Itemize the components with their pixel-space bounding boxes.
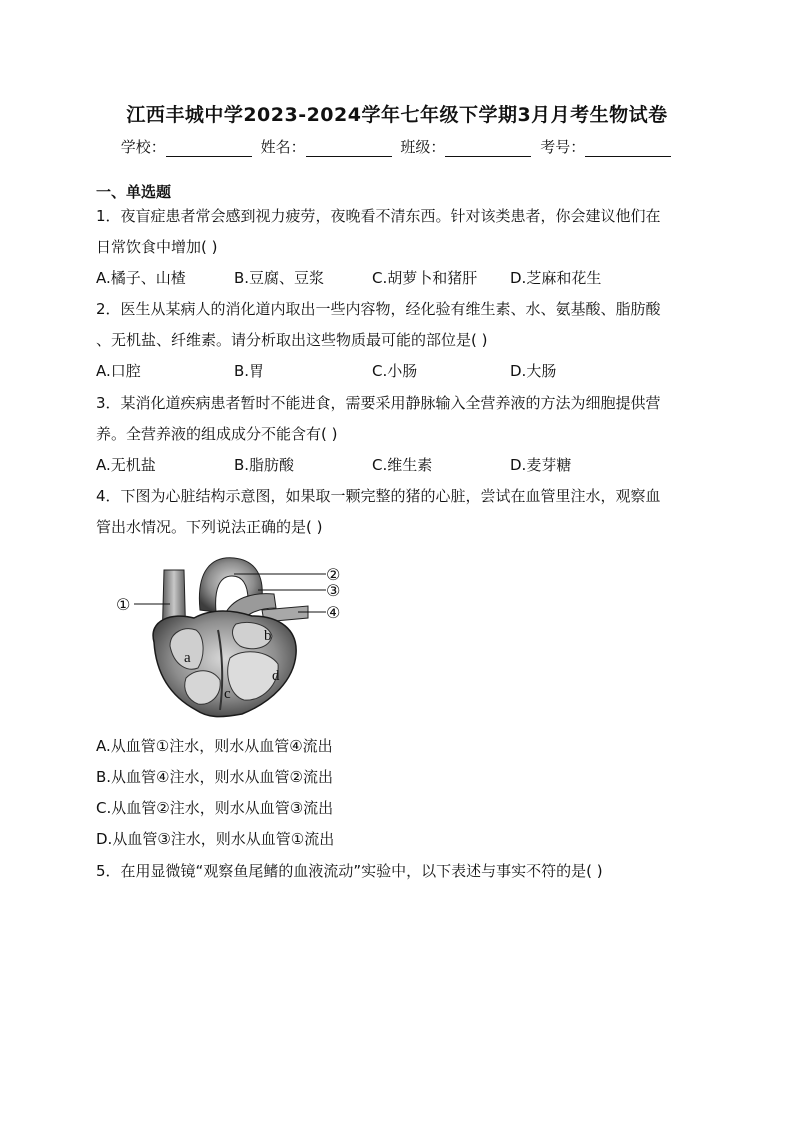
q1-option-d[interactable]: D.芝麻和花生 — [510, 269, 602, 287]
class-blank[interactable] — [445, 142, 531, 157]
school-label: 学校： — [120, 138, 166, 156]
question-5-line-1: 5．在用显微镜“观察鱼尾鳍的血液流动”实验中，以下表述与事实不符的是( ) — [96, 862, 603, 880]
page-title: 江西丰城中学2023-2024学年七年级下学期3月月考生物试卷 — [126, 104, 668, 126]
q3-option-d[interactable]: D.麦芽糖 — [510, 456, 572, 474]
q2-option-c[interactable]: C.小肠 — [372, 362, 418, 380]
q4-option-b[interactable]: B.从血管④注水，则水从血管②流出 — [96, 768, 333, 786]
section-heading: 一、单选题 — [96, 183, 172, 201]
label-d: d — [272, 668, 280, 684]
question-3-line-1: 3．某消化道疾病患者暂时不能进食，需要采用静脉输入全营养液的方法为细胞提供营 — [96, 394, 661, 412]
question-4-line-2: 管出水情况。下列说法正确的是( ) — [96, 518, 323, 536]
name-field — [261, 136, 394, 157]
heart-diagram-svg — [112, 550, 362, 720]
exam-number-label: 考号： — [540, 138, 586, 156]
student-info-line — [0, 136, 794, 157]
exam-number-field — [540, 136, 673, 157]
question-1-line-1: 1．夜盲症患者常会感到视力疲劳，夜晚看不清东西。针对该类患者，你会建议他们在 — [96, 207, 661, 225]
school-field — [121, 136, 254, 157]
q2-option-a[interactable]: A.口腔 — [96, 362, 141, 380]
name-label: 姓名： — [260, 138, 306, 156]
question-2-line-1: 2．医生从某病人的消化道内取出一些内容物，经化验有维生素、水、氨基酸、脂肪酸 — [96, 300, 661, 318]
q4-option-a[interactable]: A.从血管①注水，则水从血管④流出 — [96, 737, 333, 755]
class-field — [400, 136, 533, 157]
q1-option-c[interactable]: C.胡萝卜和猪肝 — [372, 269, 478, 287]
question-3-line-2: 养。全营养液的组成成分不能含有( ) — [96, 425, 338, 443]
question-1-line-2: 日常饮食中增加( ) — [96, 238, 218, 256]
q3-option-c[interactable]: C.维生素 — [372, 456, 433, 474]
heart-diagram — [112, 550, 362, 720]
q4-option-c[interactable]: C.从血管②注水，则水从血管③流出 — [96, 799, 334, 817]
class-label: 班级： — [400, 138, 446, 156]
q1-option-b[interactable]: B.豆腐、豆浆 — [234, 269, 325, 287]
callout-3: ③ — [326, 581, 341, 600]
callout-1: ① — [116, 595, 131, 614]
q4-option-d[interactable]: D.从血管③注水，则水从血管①流出 — [96, 830, 335, 848]
question-4-line-1: 4．下图为心脏结构示意图，如果取一颗完整的猪的心脏，尝试在血管里注水，观察血 — [96, 487, 661, 505]
name-blank[interactable] — [306, 142, 392, 157]
q3-option-a[interactable]: A.无机盐 — [96, 456, 156, 474]
q1-option-a[interactable]: A.橘子、山楂 — [96, 269, 186, 287]
exam-number-blank[interactable] — [585, 142, 671, 157]
q2-option-b[interactable]: B.胃 — [234, 362, 265, 380]
label-c: c — [224, 686, 231, 702]
question-2-line-2: 、无机盐、纤维素。请分析取出这些物质最可能的部位是( ) — [96, 331, 488, 349]
label-b: b — [264, 628, 272, 644]
label-a: a — [184, 650, 191, 666]
q3-option-b[interactable]: B.脂肪酸 — [234, 456, 295, 474]
callout-4: ④ — [326, 603, 341, 622]
school-blank[interactable] — [166, 142, 252, 157]
q2-option-d[interactable]: D.大肠 — [510, 362, 557, 380]
callout-2: ② — [326, 565, 341, 584]
